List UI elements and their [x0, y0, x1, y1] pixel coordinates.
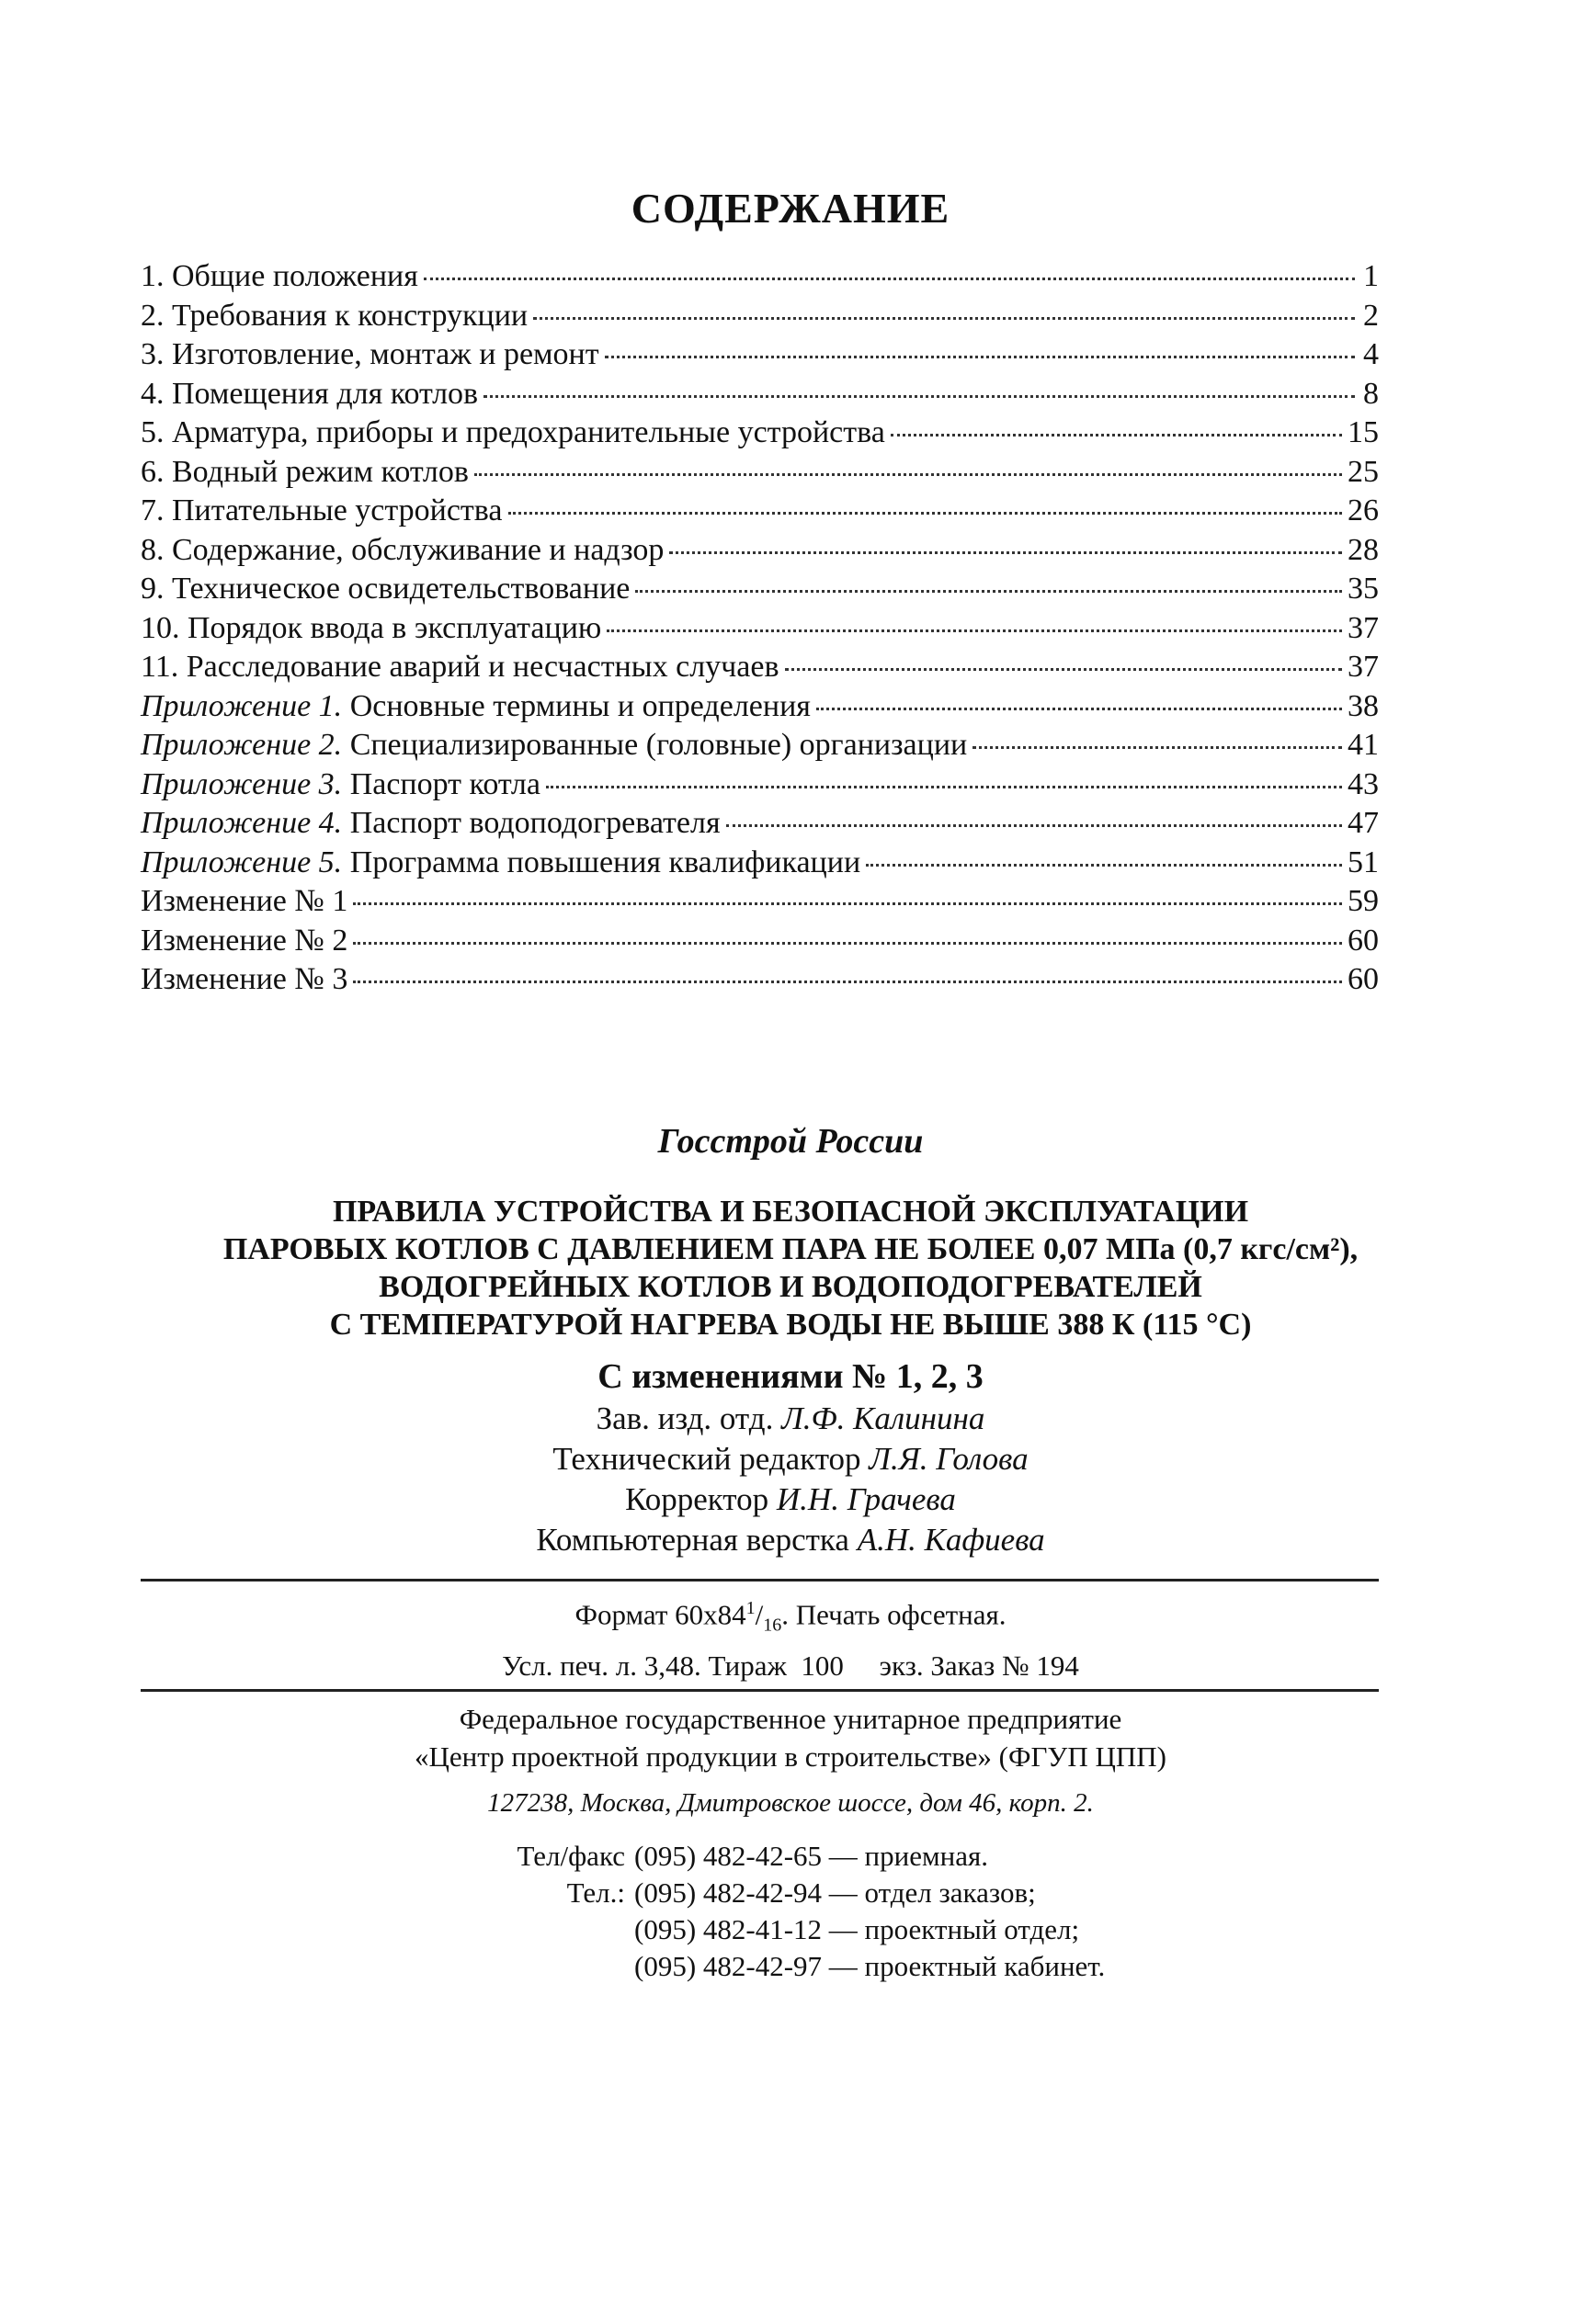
- toc-leader-dots: [533, 317, 1355, 320]
- publisher-line: «Центр проектной продукции в строительстве» (ФГУП ЦПП): [415, 1740, 1166, 1773]
- contact-label: Тел.:: [566, 1876, 625, 1909]
- toc-item-page: 37: [1348, 610, 1379, 645]
- credit-line: [0, 1439, 1581, 1479]
- toc-leader-dots: [353, 942, 1342, 945]
- toc-leader-dots: [353, 981, 1342, 983]
- toc-item[interactable]: [141, 804, 1379, 844]
- toc-item-page: 4: [1363, 337, 1379, 371]
- toc-leader-dots: [474, 473, 1342, 476]
- toc-item-label: 2. Требования к конструкции: [141, 298, 529, 333]
- toc-leader-dots: [353, 902, 1342, 905]
- document-title: [0, 1193, 1581, 1343]
- toc-item-page: 28: [1348, 532, 1379, 567]
- toc-item[interactable]: [141, 687, 1379, 727]
- toc-item-page: 60: [1348, 923, 1379, 958]
- toc-item[interactable]: [141, 765, 1379, 805]
- print-run-line: Усл. печ. л. 3,48. Тираж 100 экз. Заказ № 194: [502, 1649, 1079, 1682]
- credit-role: Корректор: [625, 1481, 769, 1517]
- toc-item[interactable]: [141, 335, 1379, 375]
- credit-name: А.Н. Кафиева: [857, 1522, 1045, 1558]
- credit-line: [0, 1479, 1581, 1520]
- credit-role: Зав. изд. отд.: [596, 1400, 774, 1436]
- toc-leader-dots: [483, 395, 1355, 398]
- toc-item[interactable]: [141, 492, 1379, 531]
- toc-item-page: 35: [1348, 572, 1379, 606]
- toc-leader-dots: [726, 824, 1342, 827]
- toc-item-page: 26: [1348, 493, 1379, 527]
- toc-item-page: 43: [1348, 766, 1379, 801]
- toc-item-label: Приложение 2. Специализированные (головные) организации: [141, 728, 968, 762]
- toc-leader-dots: [605, 356, 1355, 358]
- toc-item-label: Приложение 4. Паспорт водоподогревателя: [141, 806, 721, 840]
- toc-item-label: Приложение 3. Паспорт котла: [141, 766, 540, 801]
- toc-item[interactable]: [141, 726, 1379, 765]
- toc-item[interactable]: [141, 922, 1379, 961]
- contact-row: [441, 1911, 1105, 1948]
- toc-leader-dots: [785, 668, 1343, 671]
- divider-line: [141, 1689, 1379, 1692]
- contact-row: [441, 1875, 1105, 1911]
- document-title-line: С ТЕМПЕРАТУРОЙ НАГРЕВА ВОДЫ НЕ ВЫШЕ 388 К (115 °С): [329, 1308, 1252, 1342]
- organization-name: Госстрой России: [657, 1122, 924, 1161]
- toc-leader-dots: [866, 864, 1342, 867]
- toc-item[interactable]: [141, 414, 1379, 453]
- contact-label: [441, 1948, 634, 1985]
- contact-value: (095) 482-41-12 — проектный отдел;: [634, 1913, 1080, 1945]
- toc-item-page: 47: [1348, 806, 1379, 840]
- toc-item[interactable]: [141, 570, 1379, 609]
- editorial-credits: [0, 1399, 1581, 1560]
- toc-title: СОДЕРЖАНИЕ: [631, 185, 950, 232]
- toc-item-page: 37: [1348, 650, 1379, 684]
- toc-item-label: 11. Расследование аварий и несчастных случаев: [141, 650, 779, 684]
- document-title-line: ПРАВИЛА УСТРОЙСТВА И БЕЗОПАСНОЙ ЭКСПЛУАТАЦИИ: [332, 1195, 1249, 1229]
- credit-role: Технический редактор: [552, 1441, 861, 1477]
- toc-item-page: 38: [1348, 688, 1379, 723]
- toc-item-label: 8. Содержание, обслуживание и надзор: [141, 532, 665, 567]
- toc-leader-dots: [546, 786, 1342, 788]
- credit-line: [0, 1520, 1581, 1560]
- toc-item[interactable]: [141, 648, 1379, 687]
- table-of-contents: [141, 257, 1379, 1000]
- toc-item-label: 3. Изготовление, монтаж и ремонт: [141, 337, 599, 371]
- toc-item-label: 4. Помещения для котлов: [141, 376, 479, 411]
- credit-name: Л.Ф. Калинина: [781, 1400, 985, 1436]
- contact-row: [441, 1948, 1105, 1985]
- print-format: [0, 1588, 1581, 1686]
- toc-item-label: 6. Водный режим котлов: [141, 454, 469, 489]
- toc-item[interactable]: [141, 531, 1379, 571]
- credit-name: Л.Я. Голова: [869, 1441, 1029, 1477]
- contact-list: [441, 1838, 1105, 1985]
- toc-item-page: 15: [1348, 415, 1379, 449]
- toc-item-label: Изменение № 3: [141, 962, 348, 996]
- contact-value: (095) 482-42-97 — проектный кабинет.: [634, 1950, 1106, 1982]
- publisher-name: [0, 1700, 1581, 1775]
- toc-item-label: Приложение 1. Основные термины и определения: [141, 688, 811, 723]
- toc-item-label: Изменение № 2: [141, 923, 348, 958]
- toc-leader-dots: [972, 746, 1342, 749]
- toc-item-page: 2: [1363, 298, 1379, 333]
- toc-item-page: 25: [1348, 454, 1379, 489]
- toc-item-page: 59: [1348, 884, 1379, 918]
- toc-item-label: 5. Арматура, приборы и предохранительные устройства: [141, 415, 885, 449]
- format-line: Формат $60x84^1/_{16}$. Печать офсетная.: [574, 1598, 1007, 1636]
- document-title-line: ПАРОВЫХ КОТЛОВ С ДАВЛЕНИЕМ ПАРА НЕ БОЛЕЕ 0,07 МПа (0,7 кгс/см²),: [222, 1232, 1359, 1266]
- toc-leader-dots: [891, 434, 1342, 436]
- publisher-line: Федеральное государственное унитарное предприятие: [459, 1703, 1122, 1735]
- toc-item[interactable]: [141, 882, 1379, 922]
- toc-leader-dots: [508, 512, 1343, 515]
- toc-item-page: 41: [1348, 728, 1379, 762]
- toc-leader-dots: [607, 629, 1342, 632]
- toc-item-label: Приложение 5. Программа повышения квалификации: [141, 845, 861, 879]
- credit-role: Компьютерная верстка: [536, 1522, 849, 1558]
- toc-item[interactable]: [141, 609, 1379, 649]
- toc-item[interactable]: [141, 375, 1379, 414]
- toc-item-label: 7. Питательные устройства: [141, 493, 503, 527]
- toc-leader-dots: [635, 590, 1342, 593]
- toc-leader-dots: [424, 278, 1355, 280]
- toc-item-page: 1: [1363, 259, 1379, 293]
- toc-item[interactable]: [141, 297, 1379, 336]
- divider-line: [141, 1579, 1379, 1581]
- contact-value: (095) 482-42-94 — отдел заказов;: [634, 1876, 1036, 1909]
- toc-item[interactable]: [141, 844, 1379, 883]
- toc-item[interactable]: [141, 960, 1379, 1000]
- toc-item-page: 51: [1348, 845, 1379, 879]
- toc-item[interactable]: [141, 257, 1379, 297]
- amendments-note: С изменениями № 1, 2, 3: [597, 1357, 984, 1396]
- toc-leader-dots: [816, 708, 1342, 710]
- publisher-address: 127238, Москва, Дмитровское шоссе, дом 46, корп. 2.: [487, 1788, 1094, 1818]
- contact-label: [441, 1911, 634, 1948]
- credit-name: И.Н. Грачева: [776, 1481, 956, 1517]
- toc-leader-dots: [669, 551, 1342, 554]
- toc-item-label: 9. Техническое освидетельствование: [141, 572, 631, 606]
- contact-value: (095) 482-42-65 — приемная.: [634, 1840, 988, 1872]
- contact-label: Тел/факс: [517, 1840, 625, 1872]
- toc-item-label: Изменение № 1: [141, 884, 348, 918]
- credit-line: [0, 1399, 1581, 1439]
- toc-item-label: 10. Порядок ввода в эксплуатацию: [141, 610, 602, 645]
- document-title-line: ВОДОГРЕЙНЫХ КОТЛОВ И ВОДОПОДОГРЕВАТЕЛЕЙ: [379, 1270, 1202, 1304]
- toc-item-page: 60: [1348, 962, 1379, 996]
- contact-row: [441, 1838, 1105, 1875]
- toc-item[interactable]: [141, 453, 1379, 493]
- toc-item-page: 8: [1363, 376, 1379, 411]
- toc-item-label: 1. Общие положения: [141, 259, 418, 293]
